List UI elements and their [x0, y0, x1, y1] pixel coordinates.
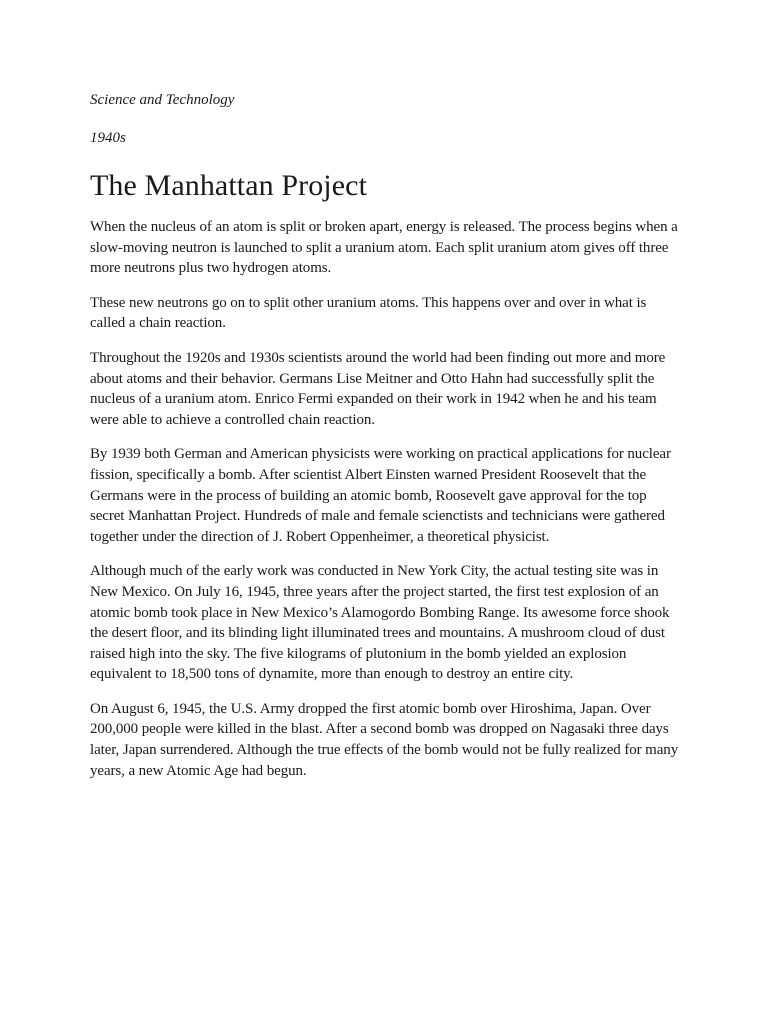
paragraph-3: Throughout the 1920s and 1930s scientists around the world had been finding out more and more about atoms and their behavior. Germans Lise Meitner and Otto Hahn had successfully split the nucleus of a uranium atom. Enrico Fermi expanded on their work in 1942 when he and his team were able to achieve a controlled chain reaction.: [90, 349, 666, 428]
decade-label: 1940s: [90, 130, 126, 146]
paragraph-6: On August 6, 1945, the U.S. Army dropped the first atomic bomb over Hiroshima, Japan. Over 200,000 people were killed in the blast. After a second bomb was dropped on Nagasaki three days later, Japan surrendered. Although the true effects of the bomb would not be fully realized for many years, a new Atomic Age had begun.: [90, 700, 679, 779]
paragraph-4: By 1939 both German and American physicists were working on practical applications for nuclear fission, specifically a bomb. After scientist Albert Einsten warned President Roosevelt that the Germans were in the process of building an atomic bomb, Roosevelt gave approval for the top secret Manhattan Project. Hundreds of male and female scienctists and technicians were gathered together under the direction of J. Robert Oppenheimer, a theoretical physicist.: [90, 446, 671, 545]
paragraph-2: These new neutrons go on to split other uranium atoms. This happens over and over in what is called a chain reaction.: [90, 294, 647, 332]
category-label: Science and Technology: [90, 92, 235, 108]
paragraph-1: When the nucleus of an atom is split or broken apart, energy is released. The process begins when a slow-moving neutron is launched to split a uranium atom. Each split uranium atom gives off three more neutrons plus two hydrogen atoms.: [90, 219, 678, 277]
page-title: The Manhattan Project: [90, 169, 368, 202]
document-page: [90, 90, 680, 795]
paragraph-5: Although much of the early work was conducted in New York City, the actual testing site was in New Mexico. On July 16, 1945, three years after the project started, the first test explosion of an atomic bomb took place in New Mexico’s Alamogordo Bombing Range. Its awesome force shook the desert floor, and its blinding light illuminated trees and mountains. A mushroom cloud of dust raised high into the sky. The five kilograms of plutonium in the bomb yielded an explosion equivalent to 18,500 tons of dynamite, more than enough to destroy an entire city.: [90, 563, 670, 683]
